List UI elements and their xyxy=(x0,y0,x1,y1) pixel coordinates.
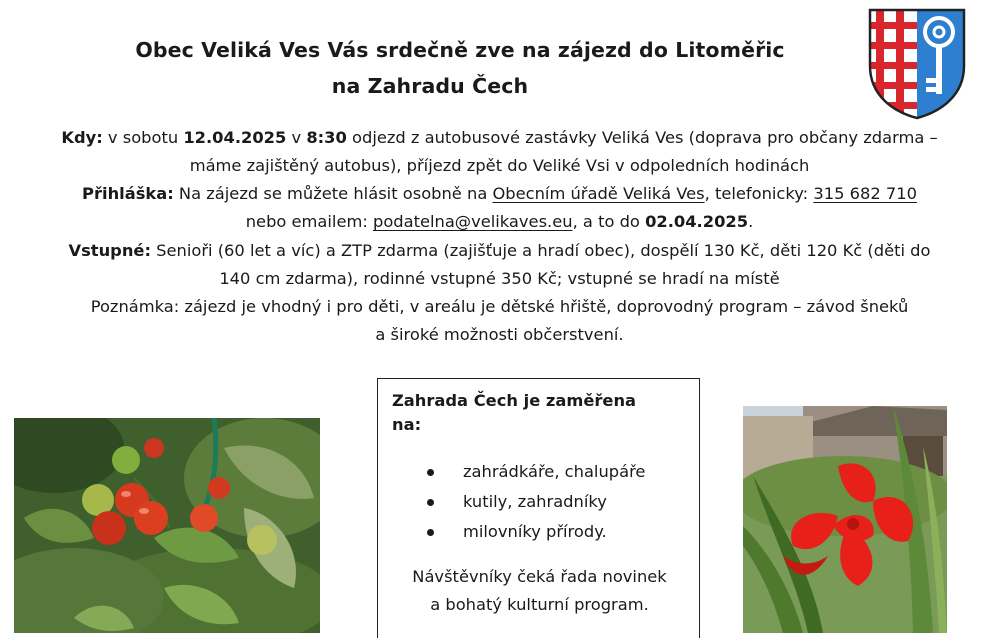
list-item-text: kutily, zahradníky xyxy=(463,492,607,511)
registration-text-2: , telefonicky: xyxy=(704,184,814,203)
box-footer-line-1: Návštěvníky čeká řada novinek xyxy=(412,567,667,586)
focus-list xyxy=(378,457,698,547)
list-item-text: zahrádkáře, chalupáře xyxy=(463,462,646,481)
bullet-icon xyxy=(427,529,434,536)
when-paragraph xyxy=(0,124,999,180)
tomato-plant-photo xyxy=(14,418,320,633)
box-title xyxy=(392,389,672,437)
office-link[interactable]: Obecním úřadě Veliká Ves xyxy=(492,184,705,203)
registration-text-3: nebo emailem: xyxy=(245,212,373,231)
note-line-2: a široké možnosti občerstvení. xyxy=(375,325,624,344)
registration-text-1: Na zájezd se můžete hlásit osobně na xyxy=(173,184,493,203)
trip-date: 12.04.2025 xyxy=(183,128,287,147)
when-line-2: máme zajištěný autobus), příjezd zpět do Veliké Vsi v odpoledních hodinách xyxy=(189,156,810,175)
heading-line-2: na Zahradu Čech xyxy=(331,74,529,98)
note-paragraph xyxy=(0,293,999,349)
email-link[interactable]: podatelna@velikaves.eu xyxy=(372,212,573,231)
trip-time: 8:30 xyxy=(306,128,347,147)
note-line-1: Poznámka: zájezd je vhodný i pro děti, v areálu je dětské hřiště, doprovodný program – závod šneků xyxy=(90,297,909,316)
box-footer-line-2: a bohatý kulturní program. xyxy=(430,595,649,614)
admission-label: Vstupné: xyxy=(68,241,151,260)
registration-deadline: 02.04.2025 xyxy=(645,212,749,231)
when-text-3: odjezd z autobusové zastávky Veliká Ves (doprava pro občany zdarma – xyxy=(346,128,938,147)
admission-text-1: Senioři (60 let a víc) a ZTP zdarma (zajišťuje a hradí obec), dospělí 130 Kč, děti 120 Kč (děti do xyxy=(150,241,931,260)
registration-label: Přihláška: xyxy=(82,184,174,203)
bullet-icon xyxy=(427,499,434,506)
when-label: Kdy: xyxy=(61,128,103,147)
when-text-2: v xyxy=(286,128,307,147)
admission-paragraph xyxy=(0,237,999,293)
box-title-line-2: na: xyxy=(392,415,422,434)
when-text-1: v sobotu xyxy=(102,128,184,147)
bullet-icon xyxy=(427,469,434,476)
list-item xyxy=(378,487,698,517)
registration-text-4: , a to do xyxy=(572,212,646,231)
phone-link[interactable]: 315 682 710 xyxy=(813,184,917,203)
admission-line-2: 140 cm zdarma), rodinné vstupné 350 Kč; vstupné se hradí na místě xyxy=(219,269,780,288)
heading-line-1: Obec Veliká Ves Vás srdečně zve na zájezd do Litoměřic xyxy=(135,38,785,62)
info-box xyxy=(377,378,700,638)
box-title-line-1: Zahrada Čech je zaměřena xyxy=(392,391,637,410)
coat-of-arms-logo xyxy=(868,8,966,120)
gladiolus-flower-photo xyxy=(743,406,947,633)
registration-paragraph xyxy=(0,180,999,236)
box-footer xyxy=(378,563,701,619)
registration-text-5: . xyxy=(748,212,754,231)
list-item-text: milovníky přírody. xyxy=(463,522,607,541)
list-item xyxy=(378,457,698,487)
list-item xyxy=(378,517,698,547)
